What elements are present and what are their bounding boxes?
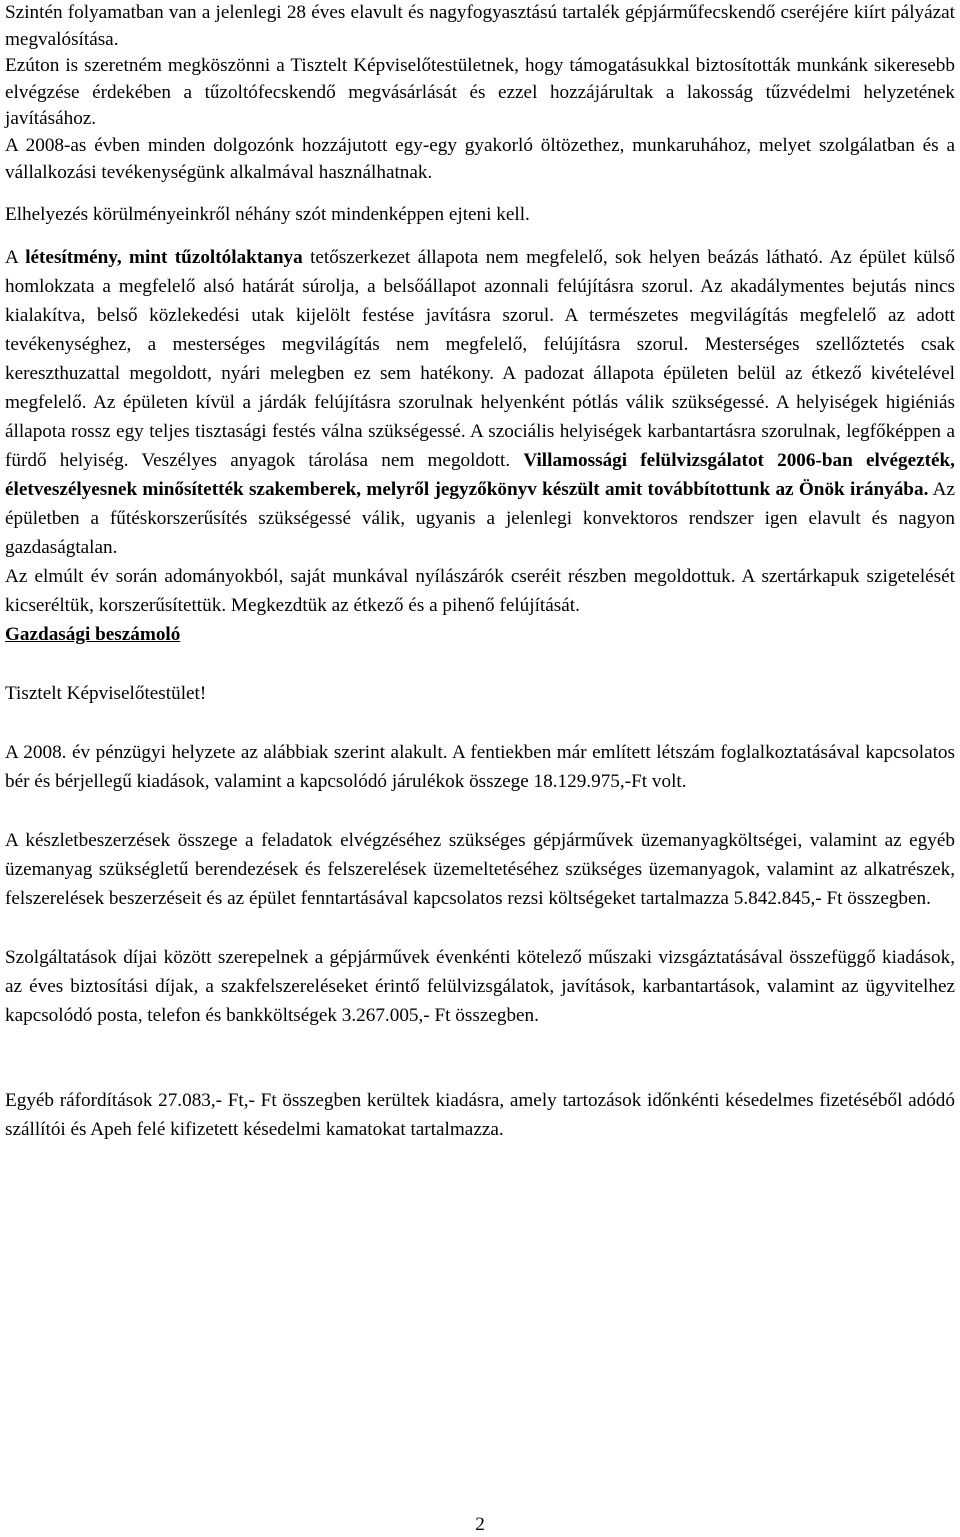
bold-electrical-inspection: Villamossági felülvizsgálatot 2006-ban elvégezték, életveszélyesnek minősítették szakemberek, melyről jegyzőkönyv készült amit továbbítottunk az Önök irányába. xyxy=(5,450,955,501)
paragraph-intro-2: Ezúton is szeretném megköszönni a Tisztelt Képviselőtestületnek, hogy támogatásukkal biztosították munkánk sikeresebb elvégzése érdekében a tűzoltófecskendő megvásárlását és ezzel hozzájárultak a lakosság tűzvédelmi helyzetének javításához. xyxy=(5,55,955,130)
paragraph-services: Szolgáltatások díjai között szerepelnek a gépjárművek évenkénti kötelező műszaki vizsgáztatásával összefüggő kiadások, az éves biztosítási díjak, a szakfelszereléseket érintő felülvizsgálatok, javítások, karbantartások, valamint az ügyvitelhez kapcsolódó posta, telefon és bankköltségek 3.267.005,- Ft összegben. xyxy=(5,947,955,1027)
paragraph-financial-summary: A 2008. év pénzügyi helyzete az alábbiak szerint alakult. A fentiekben már említett létszám foglalkoztatásával kapcsolatos bér és bérjellegű kiadások, valamint a kapcsolódó járulékok összege 18.129.975,-Ft volt. xyxy=(5,742,955,793)
paragraph-intro-1: Szintén folyamatban van a jelenlegi 28 éves elavult és nagyfogyasztású tartalék gépjárműfecskendő cseréjére kiírt pályázat megvalósítása. xyxy=(5,2,955,50)
paragraph-other-expenses: Egyéb ráfordítások 27.083,- Ft,- Ft összegben kerültek kiadásra, amely tartozások időnkénti késedelmes fizetéséből adódó szállítói és Apeh felé kifizetett késedelmi kamatokat tartalmazza. xyxy=(5,1090,955,1141)
document-page xyxy=(5,0,955,1144)
paragraph-intro-3: A 2008-as évben minden dolgozónk hozzájutott egy-egy gyakorló öltözethez, munkaruhához, melyet szolgálatban és a vállalkozási tevékenységünk alkalmával használhatnak. xyxy=(5,134,955,183)
paragraph-supplies: A készletbeszerzések összege a feladatok elvégzéséhez szükséges gépjárművek üzemanyagköltségei, valamint az egyéb üzemanyag szükségletű berendezések és felszerelések üzemeltetéséhez szükséges üzemanyagok, valamint az alkatrészek, felszerelések beszerzéseit és az épület fenntartásával kapcsolatos rezsi költségeket tartalmazza 5.842.845,- Ft összegben. xyxy=(5,830,955,910)
page-number: 2 xyxy=(475,1514,485,1535)
salutation: Tisztelt Képviselőtestület! xyxy=(5,683,207,705)
paragraph-accommodation-intro: Elhelyezés körülményeinkről néhány szót mindenképpen ejteni kell. xyxy=(5,204,530,226)
paragraph-building-condition: A létesítmény, mint tűzoltólaktanya tetőszerkezet állapota nem megfelelő, sok helyen beázás látható. Az épület külső homlokzata a megfelelő alsó határát súrolja, a belsőállapot azonnali felújításra szorul. Az akadálymentes bejutás nincs kialakítva, belső közlekedési utak kijelölt festése javításra szorul. A természetes megvilágítás megfelelő az adott tevékenységhez, a mesterséges megvilágítás nem megfelelő, felújításra szorul. Mesterséges szellőztetés csak kereszthuzattal megoldott, nyári melegben ez sem hatékony. A padozat állapota épületen belül az étkező kivételével megfelelő. Az épületen kívül a járdák felújításra szorulnak helyenként pótlás válik szükségessé. A helyiségek higiéniás állapota rossz egy teljes tisztasági festés válna szükségessé. A szociális helyiségek karbantartásra szorulnak, legfőképpen a fürdő helyiség. Veszélyes anyagok tárolása nem megoldott. Villamossági felülvizsgálatot 2006-ban elvégezték, életveszélyesnek minősítették szakemberek, melyről jegyzőkönyv készült amit továbbítottunk az Önök irányába. Az épületben a fűtéskorszerűsítés szükségessé válik, ugyanis a jelenlegi konvektoros rendszer igen elavult és nagyon gazdaságtalan. xyxy=(5,247,955,559)
paragraph-renovations: Az elmúlt év során adományokból, saját munkával nyílászárók cseréit részben megoldottuk. A szertárkapuk szigetelését kicseréltük, korszerűsítettük. Megkezdtük az étkező és a pihenő felújítását. xyxy=(5,566,955,617)
section-heading: Gazdasági beszámoló xyxy=(5,624,181,646)
bold-facility: létesítmény, mint tűzoltólaktanya xyxy=(25,247,303,269)
